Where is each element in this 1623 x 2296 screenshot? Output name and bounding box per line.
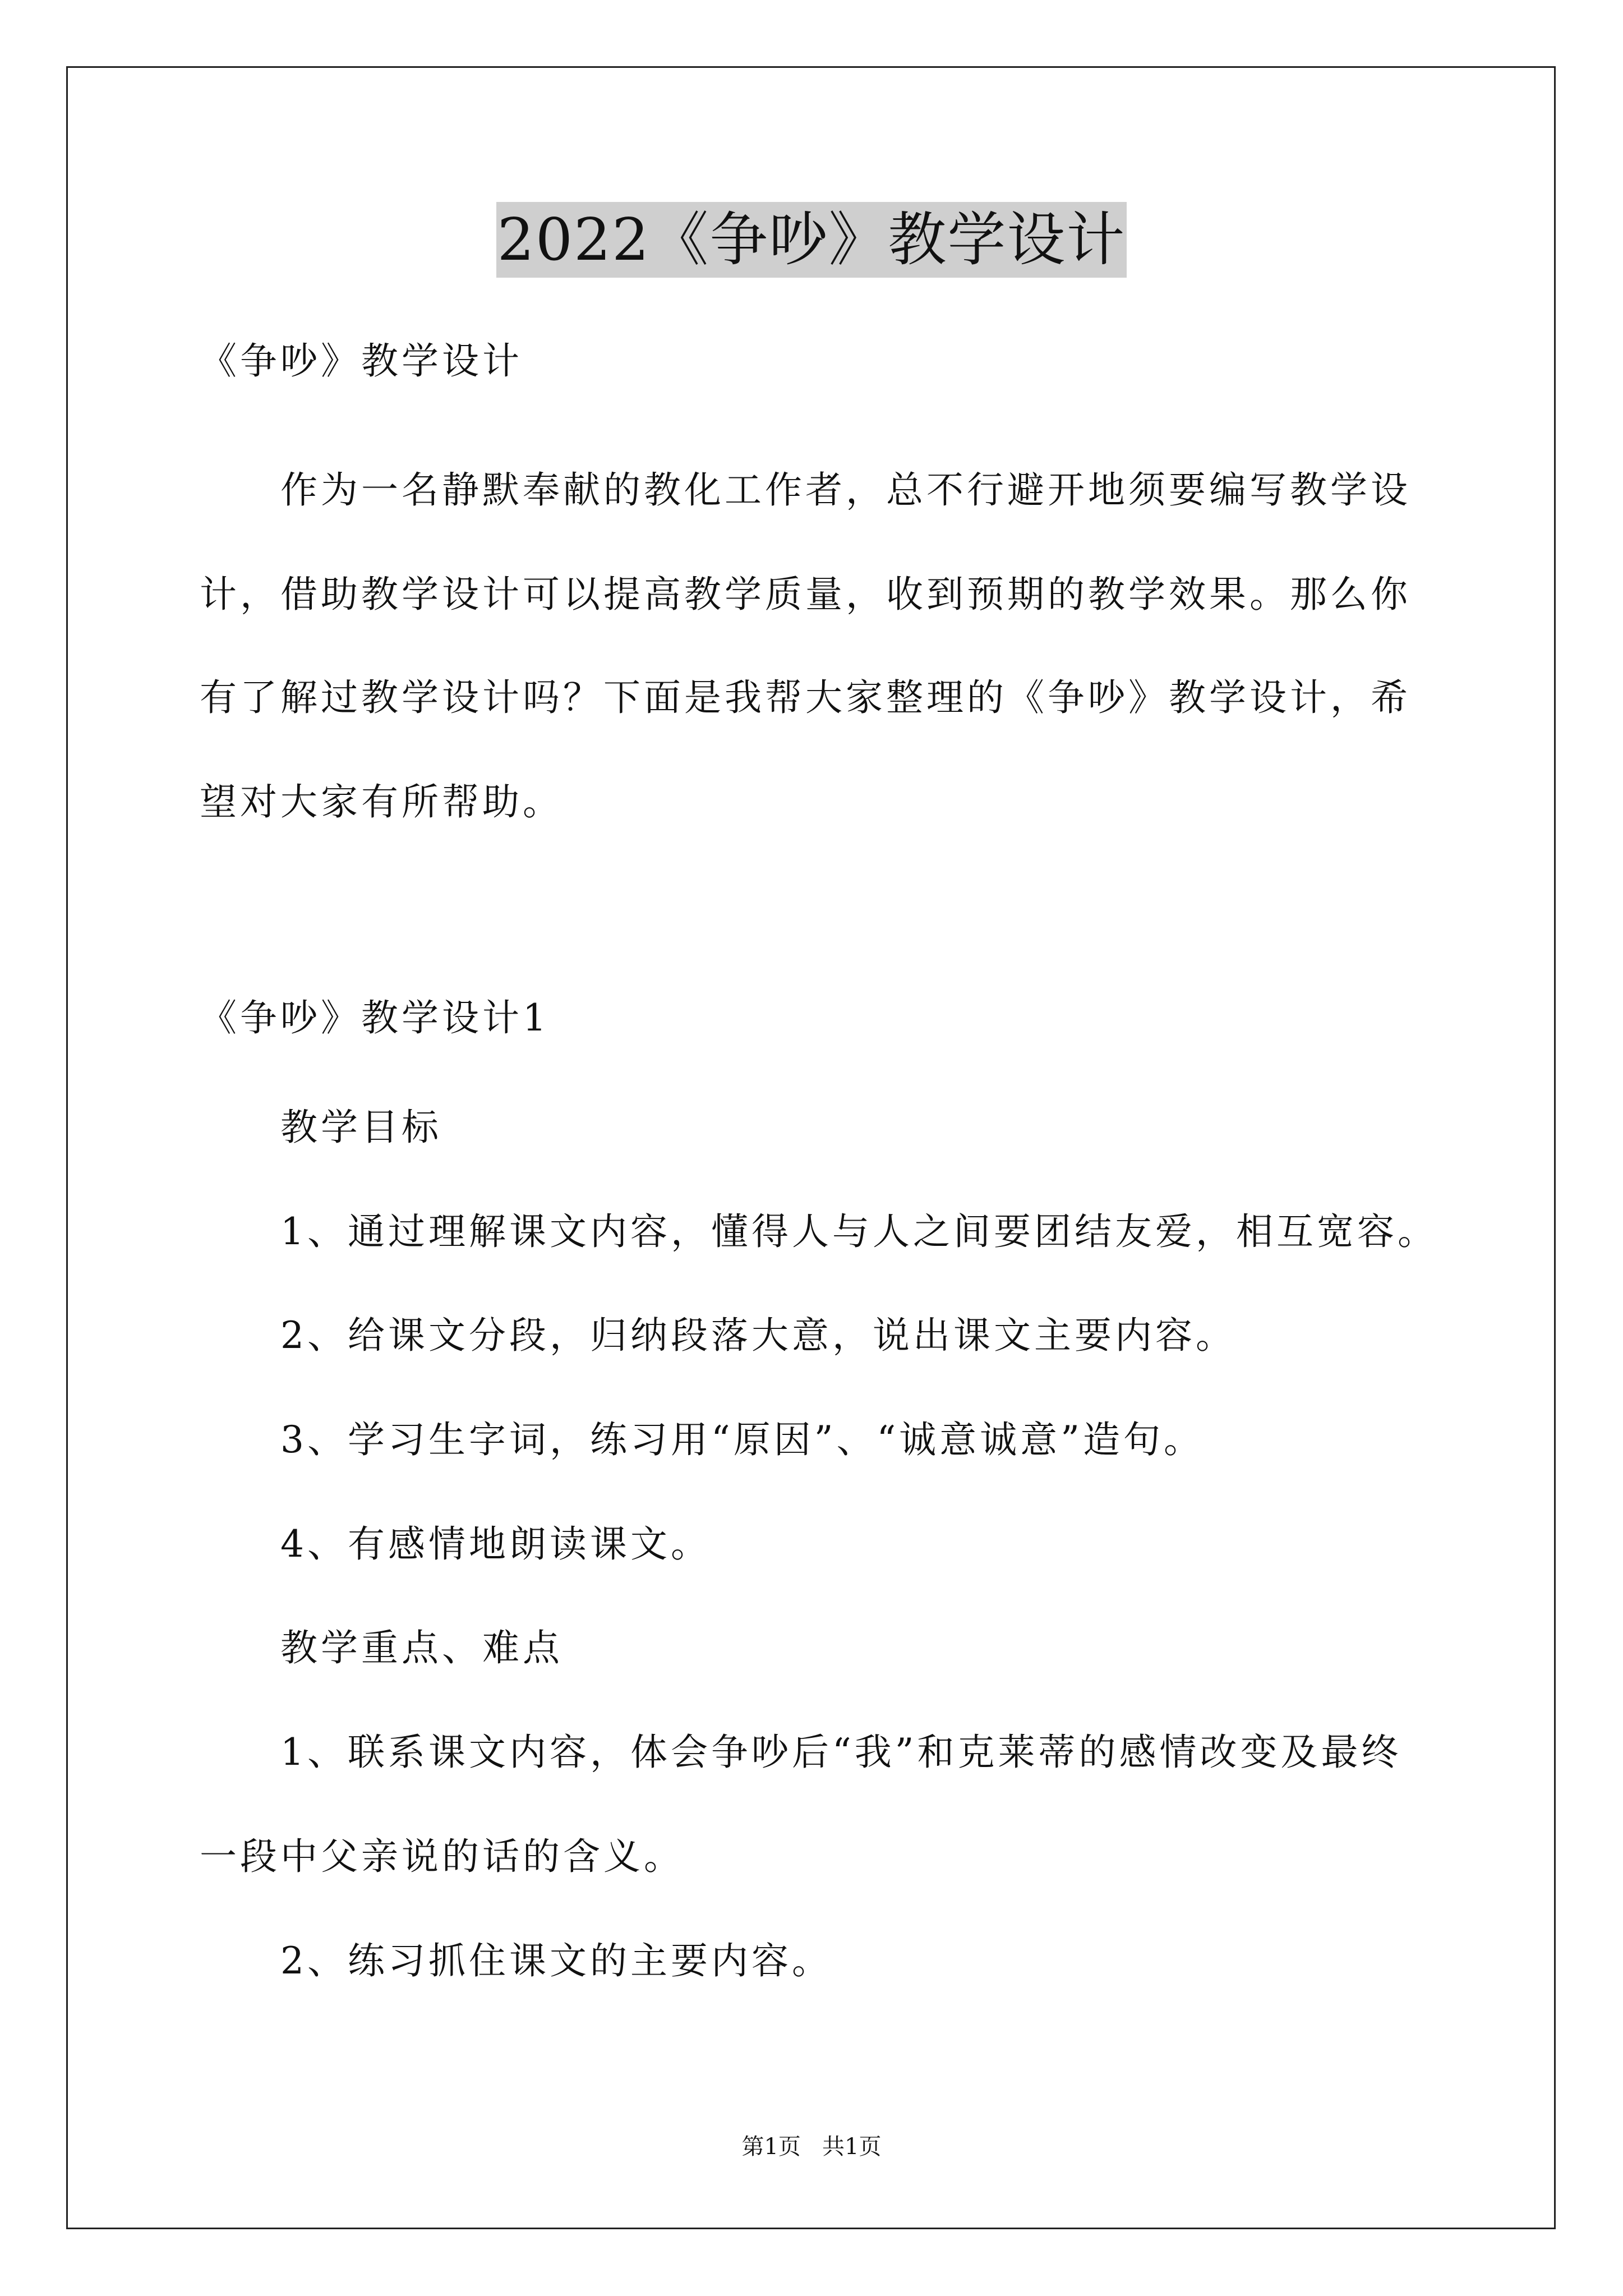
- intro-line-3: 有了解过教学设计吗？下面是我帮大家整理的《争吵》教学设计，希: [200, 676, 1411, 719]
- subtitle: 《争吵》教学设计: [200, 339, 523, 383]
- section-heading: 《争吵》教学设计1: [200, 996, 550, 1039]
- objective-item-1: 1、通过理解课文内容，懂得人与人之间要团结友爱，相互宽容。: [280, 1210, 1438, 1253]
- key-point-1-line-2: 一段中父亲说的话的含义。: [200, 1835, 684, 1878]
- objective-item-3: 3、学习生字词，练习用“原因”、“诚意诚意”造句。: [280, 1418, 1204, 1461]
- intro-line-1: 作为一名静默奉献的教化工作者，总不行避开地须要编写教学设: [280, 468, 1411, 512]
- document-title: 2022《争吵》教学设计: [496, 202, 1127, 278]
- key-point-1-line-1: 1、联系课文内容，体会争吵后“我”和克莱蒂的感情改变及最终: [280, 1731, 1402, 1774]
- objective-item-2: 2、给课文分段，归纳段落大意，说出课文主要内容。: [280, 1314, 1236, 1357]
- objective-item-4: 4、有感情地朗读课文。: [280, 1522, 711, 1566]
- intro-line-4: 望对大家有所帮助。: [200, 780, 563, 823]
- key-point-2: 2、练习抓住课文的主要内容。: [280, 1939, 832, 1982]
- document-title-wrap: [0, 202, 1623, 278]
- objectives-heading: 教学目标: [280, 1106, 442, 1149]
- key-points-heading: 教学重点、难点: [280, 1626, 563, 1669]
- page-footer: 第1页 共1页: [741, 2134, 882, 2160]
- intro-line-2: 计，借助教学设计可以提高教学质量，收到预期的教学效果。那么你: [200, 573, 1411, 616]
